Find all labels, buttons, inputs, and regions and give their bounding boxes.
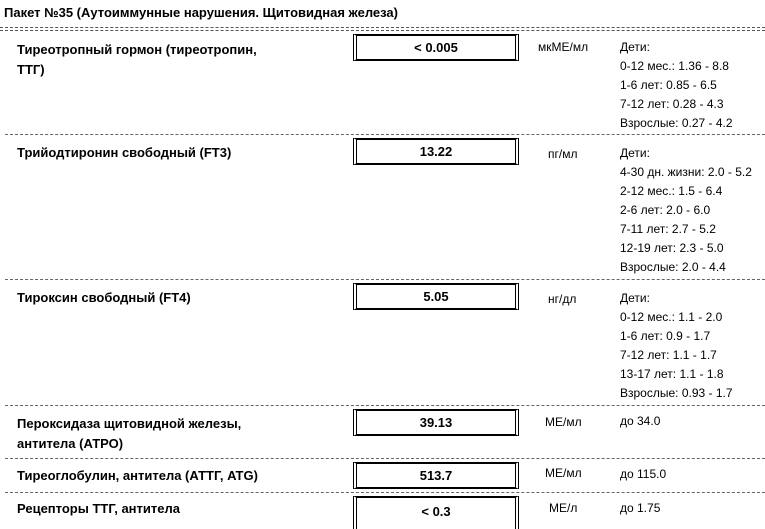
test-name-line: Пероксидаза щитовидной железы, (17, 416, 242, 431)
result-value: 5.05 (353, 283, 519, 310)
reference-line: до 1.75 (620, 501, 661, 515)
result-row-attg (0, 459, 765, 493)
result-value: 513.7 (353, 462, 519, 489)
result-row-trab (0, 493, 765, 529)
unit-label: МЕ/мл (545, 466, 582, 480)
reference-line: 0-12 мес.: 1.1 - 2.0 (620, 310, 723, 324)
reference-line: до 34.0 (620, 414, 661, 428)
reference-range (620, 465, 765, 484)
test-name (17, 499, 327, 519)
reference-line: Дети: (620, 40, 650, 54)
reference-range (620, 412, 765, 431)
reference-line: Дети: (620, 146, 650, 160)
reference-line: 0-12 мес.: 1.36 - 8.8 (620, 59, 729, 73)
reference-line: 13-17 лет: 1.1 - 1.8 (620, 367, 724, 381)
unit-label: МЕ/мл (545, 415, 582, 429)
reference-line: 1-6 лет: 0.9 - 1.7 (620, 329, 711, 343)
reference-line: Дети: (620, 291, 650, 305)
result-row-tsh (0, 34, 765, 135)
test-name-line: антитела (АТРО) (17, 436, 124, 451)
test-name (17, 143, 327, 163)
test-name (17, 414, 327, 454)
reference-line: Взрослые: 0.27 - 4.2 (620, 116, 733, 130)
unit-label: МЕ/л (549, 501, 578, 515)
result-row-atpo (0, 406, 765, 459)
test-name-line: Тиреотропный гормон (тиреотропин, (17, 42, 257, 57)
page-title: Пакет №35 (Аутоиммунные нарушения. Щитовидная железа) (4, 5, 398, 20)
reference-line: 12-19 лет: 2.3 - 5.0 (620, 241, 724, 255)
reference-line: 7-12 лет: 0.28 - 4.3 (620, 97, 724, 111)
reference-line: 7-12 лет: 1.1 - 1.7 (620, 348, 717, 362)
reference-line: 7-11 лет: 2.7 - 5.2 (620, 222, 716, 236)
result-value: < 0.3 (353, 496, 519, 529)
reference-line: 1-6 лет: 0.85 - 6.5 (620, 78, 717, 92)
test-name-line: ТТГ) (17, 62, 45, 77)
test-name-line: Трийодтиронин свободный (FT3) (17, 145, 232, 160)
unit-label: нг/дл (548, 292, 577, 306)
reference-range (620, 289, 765, 403)
unit-label: пг/мл (548, 147, 578, 161)
test-name (17, 466, 327, 486)
header-divider (0, 27, 765, 31)
test-name-line: Тироксин свободный (FT4) (17, 290, 191, 305)
test-name (17, 40, 327, 80)
reference-line: 4-30 дн. жизни: 2.0 - 5.2 (620, 165, 752, 179)
reference-line: Взрослые: 0.93 - 1.7 (620, 386, 733, 400)
reference-range (620, 38, 765, 133)
reference-range (620, 499, 765, 518)
reference-line: 2-12 мес.: 1.5 - 6.4 (620, 184, 723, 198)
test-name-line: Тиреоглобулин, антитела (АТТГ, ATG) (17, 468, 258, 483)
result-row-ft4 (0, 280, 765, 406)
reference-range (620, 144, 765, 277)
test-name (17, 288, 327, 308)
unit-label: мкМЕ/мл (538, 40, 589, 54)
test-name-line: Рецепторы ТТГ, антитела (17, 501, 180, 516)
reference-line: Взрослые: 2.0 - 4.4 (620, 260, 726, 274)
reference-line: до 115.0 (620, 467, 667, 481)
result-value: < 0.005 (353, 34, 519, 61)
reference-line: 2-6 лет: 2.0 - 6.0 (620, 203, 711, 217)
result-value: 13.22 (353, 138, 519, 165)
result-value: 39.13 (353, 409, 519, 436)
result-row-ft3 (0, 135, 765, 280)
